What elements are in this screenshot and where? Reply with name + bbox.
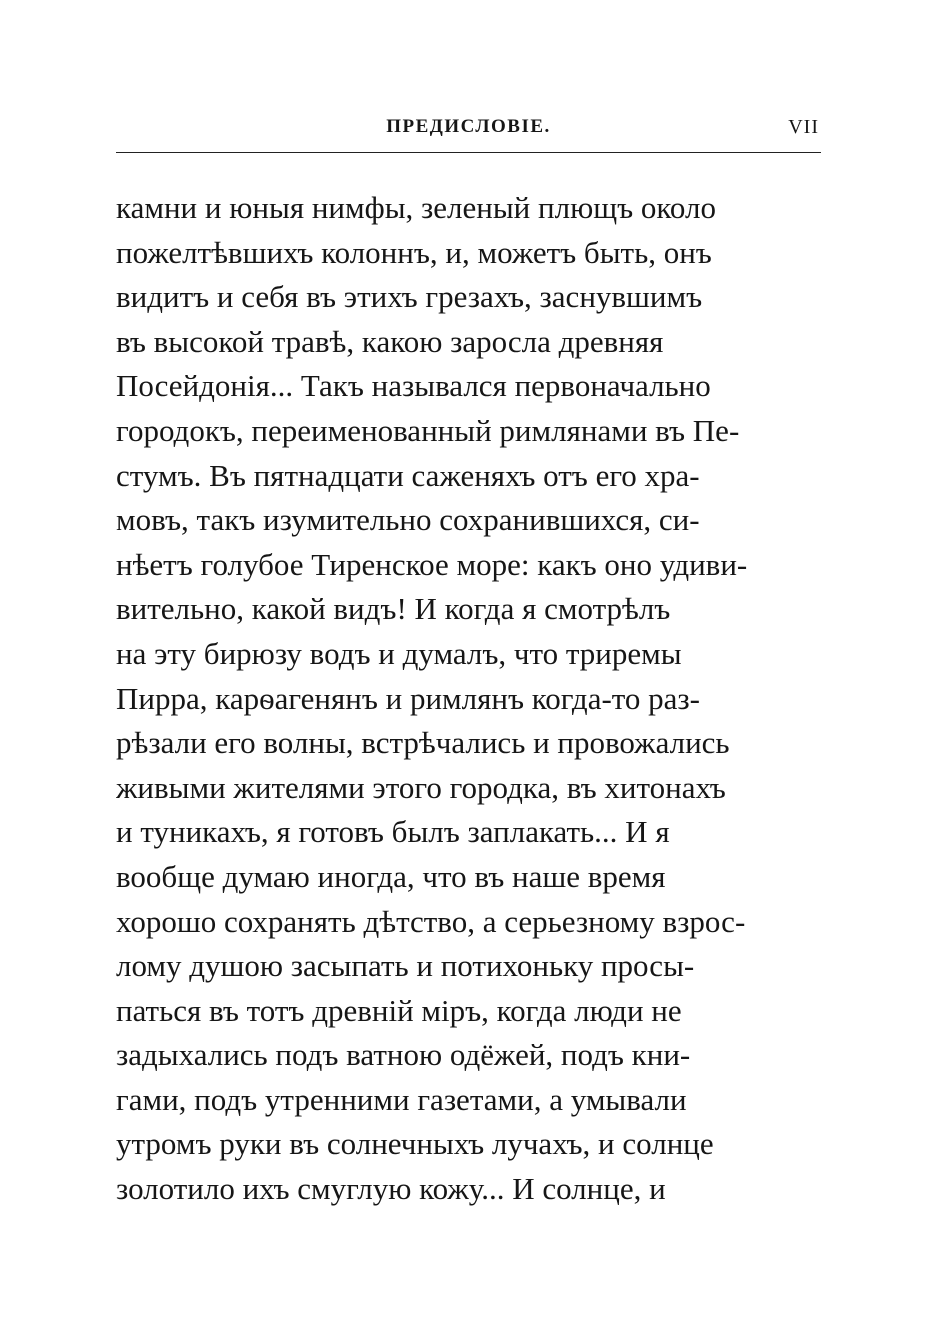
header-rule: [116, 152, 821, 153]
text-line-21: гами, подъ утренними газетами, а умывали: [116, 1081, 687, 1117]
text-line-14: живыми жителями этого городка, въ хитонахъ: [116, 769, 726, 805]
text-line-1: камни и юныя нимфы, зеленый плющъ около: [116, 190, 716, 225]
body-text: [116, 186, 821, 1212]
text-line-16: вообще думаю иногда, что въ наше время: [116, 858, 666, 894]
text-line-13: рѣзали его волны, встрѣчались и провожались: [116, 725, 730, 761]
text-line-11: на эту бирюзу водъ и думалъ, что триремы: [116, 635, 682, 671]
text-line-4: въ высокой травѣ, какою заросла древняя: [116, 323, 664, 359]
text-line-18: лому душою засыпать и потихоньку просы-: [116, 948, 695, 984]
chapter-title: ПРЕДИСЛОВІЕ.: [386, 116, 551, 137]
text-line-23: золотило ихъ смуглую кожу... И солнце, и: [116, 1171, 666, 1207]
text-line-6: городокъ, переименованный римлянами въ Пе-: [116, 412, 740, 448]
text-line-10: вительно, какой видъ! И когда я смотрѣлъ: [116, 591, 671, 627]
text-line-12: Пирра, карѳагенянъ и римлянъ когда-то раз-: [116, 680, 701, 716]
text-line-22: утромъ руки въ солнечныхъ лучахъ, и солнце: [116, 1126, 714, 1162]
text-line-9: нѣетъ голубое Тиренское море: какъ оно удиви-: [116, 546, 748, 582]
text-line-8: мовъ, такъ изумительно сохранившихся, си-: [116, 502, 700, 538]
text-line-17: хорошо сохранять дѣтство, а серьезному взрос-: [116, 903, 746, 939]
text-line-3: видитъ и себя въ этихъ грезахъ, заснувшимъ: [116, 279, 703, 315]
text-line-2: пожелтѣвшихъ колоннъ, и, можетъ быть, онъ: [116, 234, 712, 270]
text-line-5: Посейдонія... Такъ назывался первоначально: [116, 368, 711, 404]
page-number: VII: [788, 116, 819, 138]
text-line-20: задыхались подъ ватною одёжей, подъ кни-: [116, 1037, 691, 1073]
running-header: [116, 112, 821, 142]
text-line-15: и туникахъ, я готовъ былъ заплакать... И я: [116, 814, 670, 850]
text-line-19: паться въ тотъ древній міръ, когда люди не: [116, 992, 682, 1028]
text-line-7: стумъ. Въ пятнадцати саженяхъ отъ его хра-: [116, 457, 700, 493]
